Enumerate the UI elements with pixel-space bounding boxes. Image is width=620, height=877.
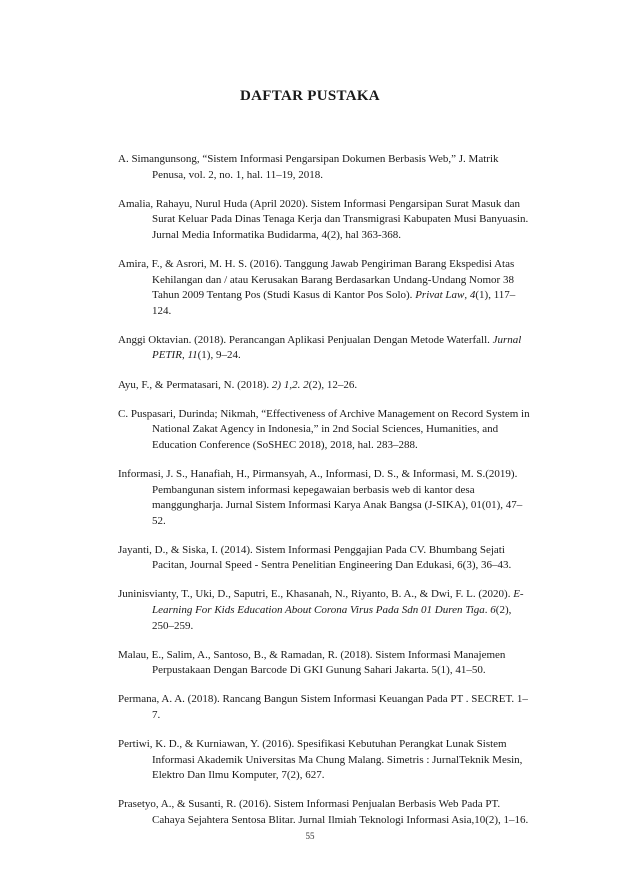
reference-text: (1), 9–24.	[197, 349, 241, 362]
reference-italic-text: 11	[187, 349, 198, 362]
reference-text: Amalia, Rahayu, Nurul Huda (April 2020). Sistem Informasi Pengarsipan Surat Masuk dan Surat Keluar Pada Dinas Tenaga Kerja dan Transmigrasi Kabupaten Musi Banyuasin. Jurnal Media Informatika Budidarma, 4(2), hal 363-368.	[118, 197, 532, 241]
reference-text: Prasetyo, A., & Susanti, R. (2016). Sistem Informasi Penjualan Berbasis Web Pada PT. Cahaya Sejahtera Sentosa Blitar. Jurnal Ilmiah Teknologi Informasi Asia,10(2), 1–16.	[118, 798, 529, 826]
reference-entry	[118, 692, 532, 723]
reference-text: .	[484, 604, 491, 617]
reference-entry	[118, 543, 532, 574]
reference-text: (2), 12–26.	[308, 378, 358, 391]
reference-text: A. Simangunsong, “Sistem Informasi Pengarsipan Dokumen Berbasis Web,” J. Matrik Penusa, vol. 2, no. 1, hal. 11–19, 2018.	[118, 153, 502, 181]
reference-italic-text: 2) 1,2. 2	[271, 378, 309, 391]
reference-text: Anggi Oktavian. (2018). Perancangan Aplikasi Penjualan Dengan Metode Waterfall.	[118, 333, 493, 346]
reference-entry	[118, 407, 532, 454]
reference-text: Jayanti, D., & Siska, I. (2014). Sistem Informasi Penggajian Pada CV. Bhumbang Sejati Pacitan, Journal Speed - Sentra Penelitian Engineering Dan Edukasi, 6(3), 36–43.	[118, 543, 512, 572]
reference-entry	[118, 333, 532, 364]
reference-entry	[118, 587, 532, 634]
reference-entry	[118, 257, 532, 319]
reference-text: Pertiwi, K. D., & Kurniawan, Y. (2016). Spesifikasi Kebutuhan Perangkat Lunak Sistem Informasi Akademik Universitas Ma Chung Malang. Simetris : JurnalTeknik Mesin, Elektro Dan Ilmu Komputer, 7(2), 627.	[118, 738, 526, 782]
reference-list	[118, 152, 532, 842]
reference-italic-text: 4	[469, 289, 476, 302]
reference-text: Amira, F., & Asrori, M. H. S. (2016). Tanggung Jawab Pengiriman Barang Ekspedisi Atas Kehilangan dan / atau Kerusakan Barang Berdasarkan Undang-Undang Nomor 38 Tahun 2009 Tentang Pos (Studi Kasus di Kantor Pos Solo).	[118, 257, 517, 302]
reference-entry	[118, 152, 532, 183]
reference-text: ,	[464, 289, 470, 302]
reference-text: Informasi, J. S., Hanafiah, H., Pirmansyah, A., Informasi, D. S., & Informasi, M. S.(2019). Pembangunan sistem informasi kepegawaian berbasis web di kantor desa manggungharja. Jurnal Sistem Informasi Karya Anak Bangsa (J-SIKA), 01(01), 47–52.	[118, 467, 523, 527]
reference-text: ,	[181, 349, 188, 362]
reference-italic-text: E-Learning For Kids Education About Corona Virus Pada Sdn 01 Duren Tiga	[152, 588, 524, 617]
reference-text: (1), 117–124.	[152, 289, 516, 317]
reference-text: Malau, E., Salim, A., Santoso, B., & Ramadan, R. (2018). Sistem Informasi Manajemen Perpustakaan Dengan Barcode Di GKI Gunung Sahari Jakarta. 5(1), 41–50.	[118, 648, 509, 677]
reference-italic-text: Jurnal PETIR	[152, 333, 525, 362]
page-title: DAFTAR PUSTAKA	[240, 88, 380, 104]
reference-text: C. Puspasari, Durinda; Nikmah, “Effectiveness of Archive Management on Record System in National Zakat Agency in Indonesia,” in 2nd Social Sciences, Humanities, and Education Conference (SoSHEC 2018), 2018, hal. 283–288.	[118, 407, 533, 451]
reference-entry	[118, 467, 532, 529]
reference-italic-text: Privat Law	[415, 289, 465, 302]
reference-entry	[118, 648, 532, 679]
reference-text: Permana, A. A. (2018). Rancang Bangun Sistem Informasi Keuangan Pada PT . SECRET. 1–7.	[118, 693, 528, 722]
reference-text: Ayu, F., & Permatasari, N. (2018).	[118, 378, 272, 391]
reference-text: (2), 250–259.	[152, 604, 515, 632]
page-number: 55	[305, 831, 315, 841]
reference-italic-text: 6	[490, 604, 496, 617]
reference-text: Juninisvianty, T., Uki, D., Saputri, E., Khasanah, N., Riyanto, B. A., & Dwi, F. L. (2020).	[118, 588, 514, 601]
reference-entry	[118, 197, 532, 244]
reference-entry	[118, 797, 532, 828]
reference-entry	[118, 378, 532, 394]
reference-entry	[118, 737, 532, 784]
